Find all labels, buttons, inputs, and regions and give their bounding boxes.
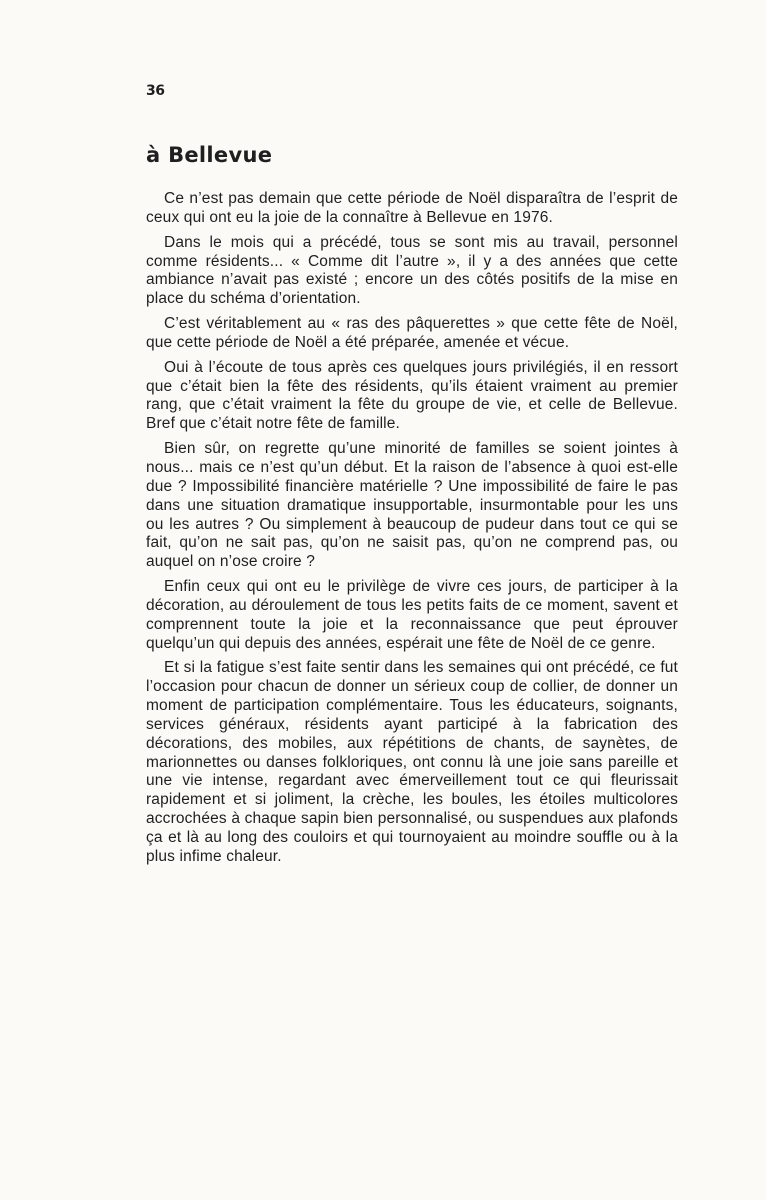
paragraph-1: Ce n’est pas demain que cette période de Noël disparaîtra de l’esprit de ceux qui ont eu la joie de la connaître à Bellevue en 1976.: [146, 190, 678, 226]
paragraph-3: C’est véritablement au « ras des pâquerettes » que cette fête de Noël, que cette période de Noël a été préparée, amenée et vécue.: [146, 315, 678, 351]
article-body: [146, 190, 678, 873]
paragraph-6: Enfin ceux qui ont eu le privilège de vivre ces jours, de participer à la décoration, au déroulement de tous les petits faits de ce moment, savent et comprennent toute la joie et la reconnaissance que peut éprouver quelqu’un qui depuis des années, espérait une fête de Noël de ce genre.: [146, 578, 678, 652]
paragraph-7: Et si la fatigue s’est faite sentir dans les semaines qui ont précédé, ce fut l’occasion pour chacun de donner un sérieux coup de collier, de donner un moment de participation complémentaire. Tous les éducateurs, soignants, services généraux, résidents ayant participé à la fabrication des décorations, des mobiles, aux répétitions de chants, de saynètes, de marionnettes ou danses folkloriques, ont connu là une joie sans pareille et une vie intense, regardant avec émerveillement tout ce qui fleurissait rapidement et si joliment, la crèche, les boules, les étoiles multicolores accrochées à chaque sapin bien personnalisé, ou suspendues aux plafonds ça et là au long des couloirs et qui tournoyaient au moindre souffle ou à la plus infime chaleur.: [146, 659, 678, 865]
paragraph-4: Oui à l’écoute de tous après ces quelques jours privilégiés, il en ressort que c’était bien la fête des résidents, qu’ils étaient vraiment au premier rang, que c’était vraiment la fête du groupe de vie, et celle de Bellevue. Bref que c’était notre fête de famille.: [146, 358, 678, 433]
paragraph-2: Dans le mois qui a précédé, tous se sont mis au travail, personnel comme résidents... « Comme dit l’autre », il y a des années que cette ambiance n’avait pas existé ; encore un des côtés positifs de la mise en place du schéma d’orientation.: [146, 233, 678, 308]
paragraph-5: Bien sûr, on regrette qu’une minorité de familles se soient jointes à nous... mais ce n’est qu’un début. Et la raison de l’absence à quoi est-elle due ? Impossibilité financière matérielle ? Une impossibilité de faire le pas dans une situation dramatique insupportable, insurmontable pour les uns ou les autres ? Ou simplement à beaucoup de pudeur dans tout ce qui se fait, qu’on ne sait pas, qu’on ne saisit pas, qu’on ne comprend pas, ou auquel on n’ose croire ?: [146, 440, 678, 571]
page-number: 36: [146, 83, 165, 99]
section-heading: à Bellevue: [146, 143, 273, 167]
